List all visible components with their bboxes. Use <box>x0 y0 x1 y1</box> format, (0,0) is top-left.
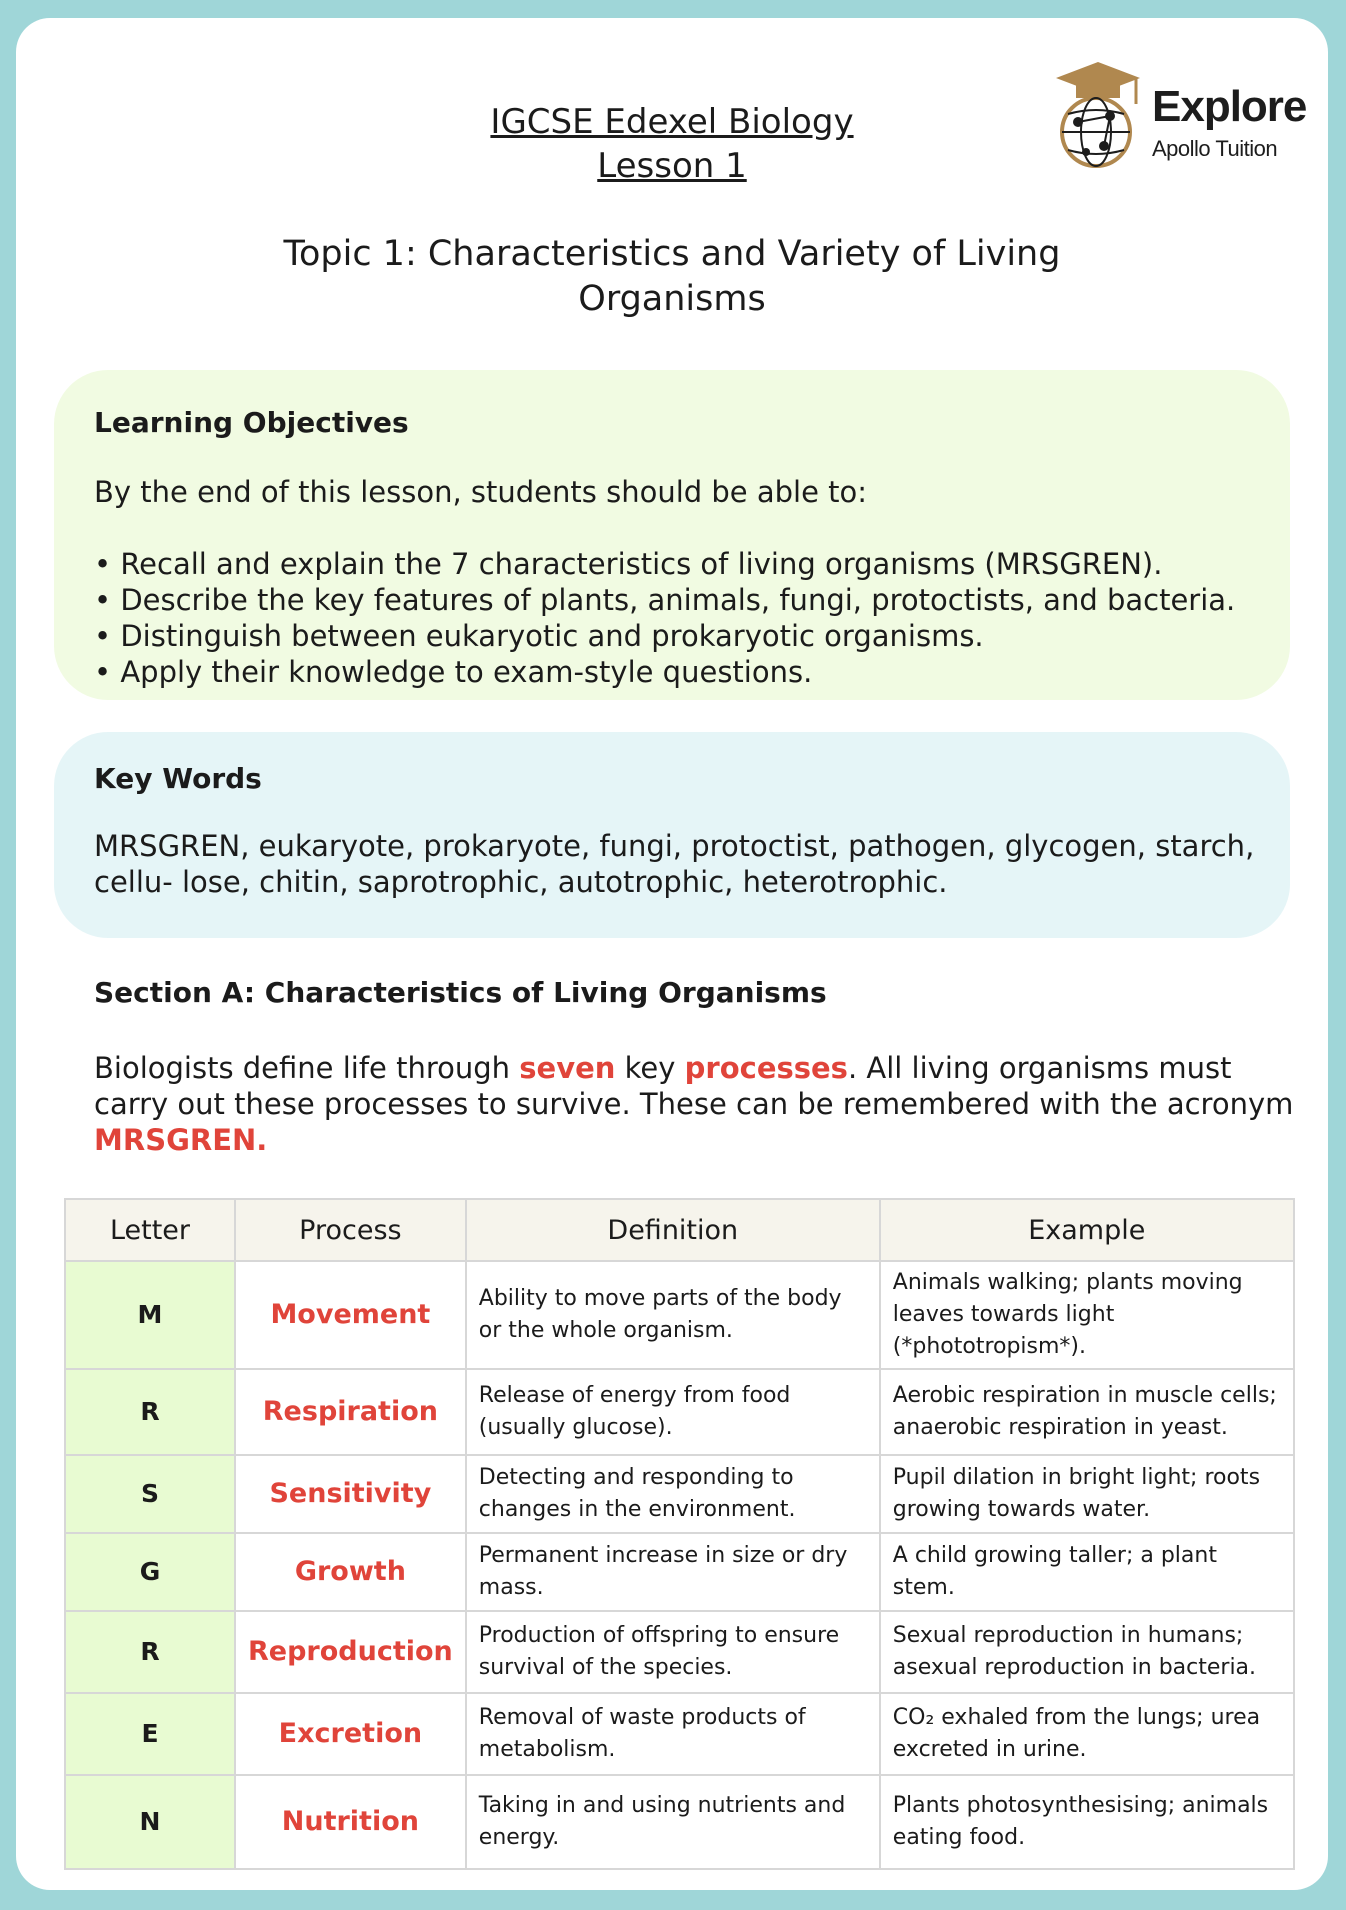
objectives-intro: By the end of this lesson, students should be able to: <box>94 475 868 509</box>
header-definition: Definition <box>466 1199 880 1261</box>
row-definition: Release of energy from food (usually glucose). <box>466 1369 880 1455</box>
table-row <box>65 1611 1294 1693</box>
objectives-list <box>94 546 1274 690</box>
row-letter: M <box>65 1261 235 1369</box>
lesson-number: Lesson 1 <box>597 146 747 186</box>
row-process: Movement <box>235 1261 466 1369</box>
row-letter: E <box>65 1693 235 1775</box>
intro-text: Biologists define life through <box>94 1051 520 1085</box>
row-example: Plants photosynthesising; animals eating food. <box>880 1775 1294 1869</box>
row-definition: Detecting and responding to changes in the environment. <box>466 1455 880 1533</box>
objective-item: • Recall and explain the 7 characteristics of living organisms (MRSGREN). <box>94 547 1163 581</box>
row-definition: Ability to move parts of the body or the whole organism. <box>466 1261 880 1369</box>
row-process: Growth <box>235 1533 466 1611</box>
course-title: IGCSE Edexel Biology <box>490 102 854 142</box>
table-row <box>65 1261 1294 1369</box>
highlight-processes: processes <box>684 1051 848 1085</box>
row-letter: R <box>65 1369 235 1455</box>
table-row <box>65 1369 1294 1455</box>
row-example: Sexual reproduction in humans; asexual reproduction in bacteria. <box>880 1611 1294 1693</box>
table-row <box>65 1775 1294 1869</box>
row-example: Pupil dilation in bright light; roots growing towards water. <box>880 1455 1294 1533</box>
row-example: Aerobic respiration in muscle cells; anaerobic respiration in yeast. <box>880 1369 1294 1455</box>
mrsgren-table <box>64 1198 1295 1870</box>
worksheet-page <box>16 18 1328 1890</box>
objective-item: • Distinguish between eukaryotic and prokaryotic organisms. <box>94 619 984 653</box>
key-words-box <box>54 732 1290 938</box>
table-header-row <box>65 1199 1294 1261</box>
logo-title: Explore <box>1152 82 1307 131</box>
row-letter: G <box>65 1533 235 1611</box>
row-example: Animals walking; plants moving leaves towards light (*phototropism*). <box>880 1261 1294 1369</box>
row-process: Sensitivity <box>235 1455 466 1533</box>
row-process: Nutrition <box>235 1775 466 1869</box>
row-letter: N <box>65 1775 235 1869</box>
row-process: Respiration <box>235 1369 466 1455</box>
row-definition: Production of offspring to ensure survival of the species. <box>466 1611 880 1693</box>
logo-subtitle: Apollo Tuition <box>1152 136 1278 161</box>
row-definition: Removal of waste products of metabolism. <box>466 1693 880 1775</box>
table-row <box>65 1455 1294 1533</box>
header-example: Example <box>880 1199 1294 1261</box>
row-example: A child growing taller; a plant stem. <box>880 1533 1294 1611</box>
row-process: Excretion <box>235 1693 466 1775</box>
intro-text: key <box>615 1051 685 1085</box>
objective-item: • Apply their knowledge to exam-style questions. <box>94 655 813 689</box>
section-a-title: Section A: Characteristics of Living Organisms <box>94 976 827 1009</box>
row-process: Reproduction <box>235 1611 466 1693</box>
row-definition: Taking in and using nutrients and energy. <box>466 1775 880 1869</box>
row-example: CO₂ exhaled from the lungs; urea excreted in urine. <box>880 1693 1294 1775</box>
table-row <box>65 1533 1294 1611</box>
objectives-heading: Learning Objectives <box>94 406 409 439</box>
intro-text: . All living organisms must carry out these processes to survive. These can be remembered with the acronym <box>94 1051 1294 1121</box>
table-row <box>65 1693 1294 1775</box>
highlight-seven: seven <box>519 1051 616 1085</box>
keywords-heading: Key Words <box>94 762 262 795</box>
objective-item: • Describe the key features of plants, animals, fungi, protoctists, and bacteria. <box>94 583 1236 617</box>
row-letter: S <box>65 1455 235 1533</box>
row-letter: R <box>65 1611 235 1693</box>
header-letter: Letter <box>65 1199 235 1261</box>
topic-title-text: Topic 1: Characteristics and Variety of Living Organisms <box>283 234 1061 319</box>
keywords-text: MRSGREN, eukaryote, prokaryote, fungi, protoctist, pathogen, glycogen, starch, cellu- lose, chitin, saprotrophic, autotrophic, heterotrophic. <box>94 829 1255 899</box>
section-a-intro <box>94 1050 1294 1158</box>
highlight-mrsgren: MRSGREN. <box>94 1123 268 1157</box>
learning-objectives-box <box>54 370 1290 700</box>
lesson-header <box>16 100 1328 188</box>
header-process: Process <box>235 1199 466 1261</box>
topic-title <box>16 232 1328 322</box>
row-definition: Permanent increase in size or dry mass. <box>466 1533 880 1611</box>
